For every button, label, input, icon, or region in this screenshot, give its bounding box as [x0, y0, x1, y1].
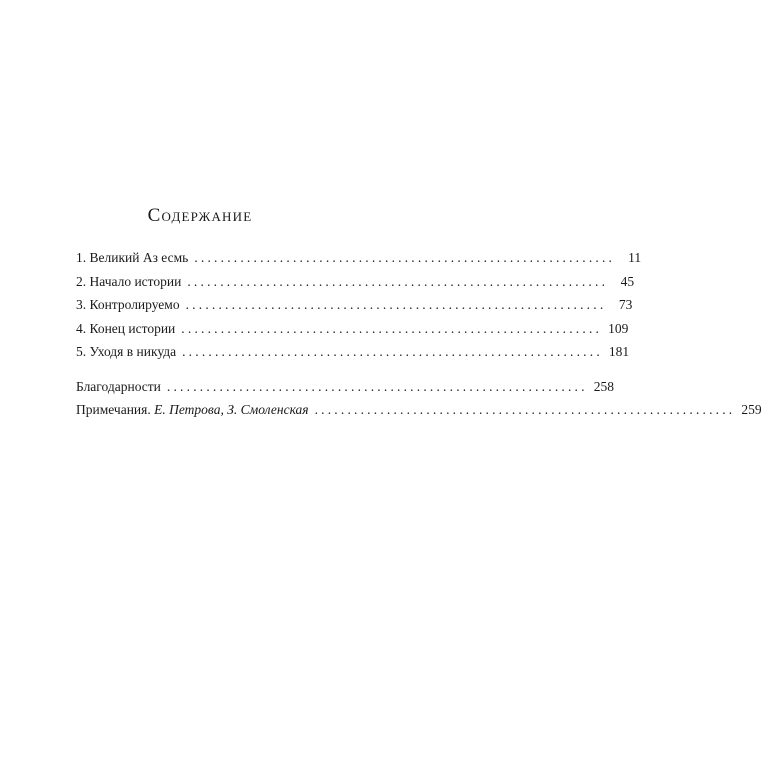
- toc-entry-page: 259: [741, 402, 762, 417]
- toc-entry-1: [76, 246, 642, 270]
- toc-entry-3: [76, 293, 633, 317]
- dot-leader: ................................................................: [314, 402, 736, 417]
- toc-entry-page: 109: [608, 320, 629, 336]
- toc-entry-page: 258: [593, 378, 614, 394]
- toc-entry-label: 2. Начало истории: [76, 273, 182, 289]
- dot-leader: ................................................................: [181, 320, 603, 336]
- toc-entry-acknowledgements: [76, 375, 614, 399]
- toc-entry-page: 181: [608, 344, 630, 359]
- dot-leader: ................................................................: [182, 344, 603, 359]
- dot-leader: ................................................................: [194, 250, 616, 265]
- toc-entry-label: Благодарности: [76, 378, 161, 394]
- toc-entry-label: Примечания. Е. Петрова, З. Смоленская: [76, 402, 309, 417]
- page-title: Содержание: [147, 205, 253, 226]
- toc-entry-page: 73: [618, 297, 633, 312]
- toc-entry-2: [76, 270, 635, 294]
- dot-leader: ................................................................: [187, 273, 609, 289]
- toc-entry-label: 1. Великий Аз есмь: [76, 250, 189, 265]
- toc-entry-label: 4. Конец истории: [76, 320, 176, 336]
- toc-entry-notes: [76, 398, 762, 422]
- toc-entry-label: 5. Уходя в никуда: [76, 344, 177, 359]
- toc-entry-label: 3. Контролируемо: [76, 297, 180, 312]
- toc-entry-4: [76, 317, 629, 341]
- toc-entry-5: [76, 340, 630, 364]
- dot-leader: ................................................................: [185, 297, 607, 312]
- section-gap: [76, 364, 348, 375]
- toc-entry-page: 45: [620, 273, 635, 289]
- dot-leader: ................................................................: [166, 378, 588, 394]
- notes-authors: Е. Петрова, З. Смоленская: [154, 402, 309, 417]
- table-of-contents: [76, 246, 762, 422]
- toc-entry-page: 11: [628, 250, 642, 265]
